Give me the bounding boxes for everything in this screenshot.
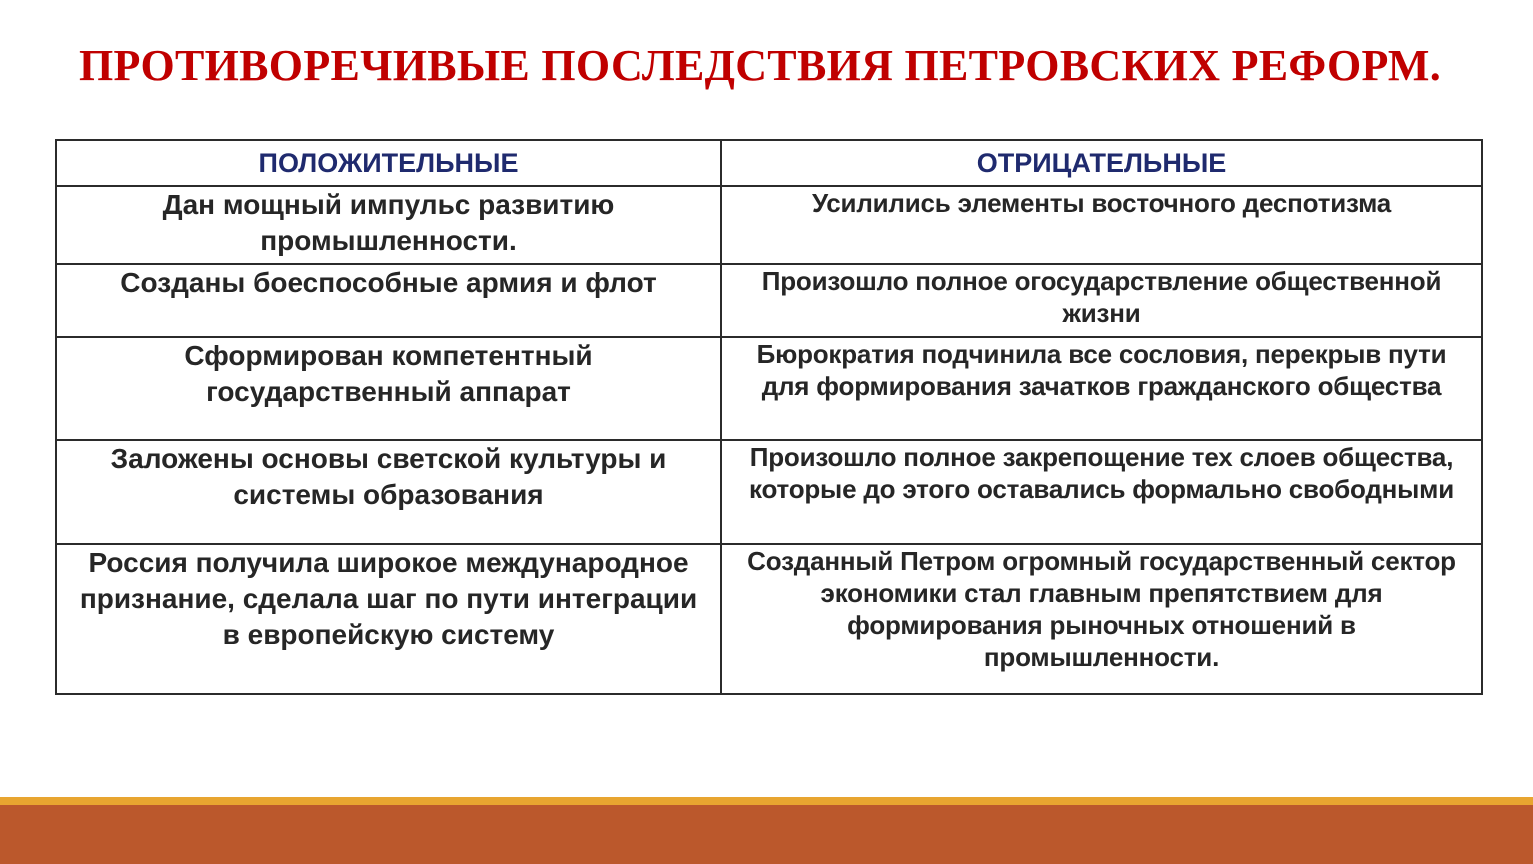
header-positive: ПОЛОЖИТЕЛЬНЫЕ [56,140,721,186]
reforms-table [55,139,1483,695]
table-row [56,264,1482,337]
positive-cell: Дан мощный импульс развитию промышленности. [56,186,721,264]
negative-cell: Произошло полное огосударствление общественной жизни [721,264,1482,337]
positive-cell: Сформирован компетентный государственный аппарат [56,337,721,440]
negative-cell: Усилились элементы восточного деспотизма [721,186,1482,264]
positive-cell: Созданы боеспособные армия и флот [56,264,721,337]
table-row [56,544,1482,694]
table-row [56,186,1482,264]
table-row [56,337,1482,440]
footer-bar [0,805,1533,864]
table-header-row [56,140,1482,186]
positive-cell: Россия получила широкое международное признание, сделала шаг по пути интеграции в европейскую систему [56,544,721,694]
slide-title: ПРОТИВОРЕЧИВЫЕ ПОСЛЕДСТВИЯ ПЕТРОВСКИХ РЕФОРМ. [79,41,1442,90]
negative-cell: Произошло полное закрепощение тех слоев общества, которые до этого оставались формально свободными [721,440,1482,544]
negative-cell: Созданный Петром огромный государственный сектор экономики стал главным препятствием для формирования рыночных отношений в промышленности. [721,544,1482,694]
header-negative: ОТРИЦАТЕЛЬНЫЕ [721,140,1482,186]
positive-cell: Заложены основы светской культуры и системы образования [56,440,721,544]
negative-cell: Бюрократия подчинила все сословия, перекрыв пути для формирования зачатков гражданского общества [721,337,1482,440]
table-row [56,440,1482,544]
footer-accent-stripe [0,797,1533,805]
